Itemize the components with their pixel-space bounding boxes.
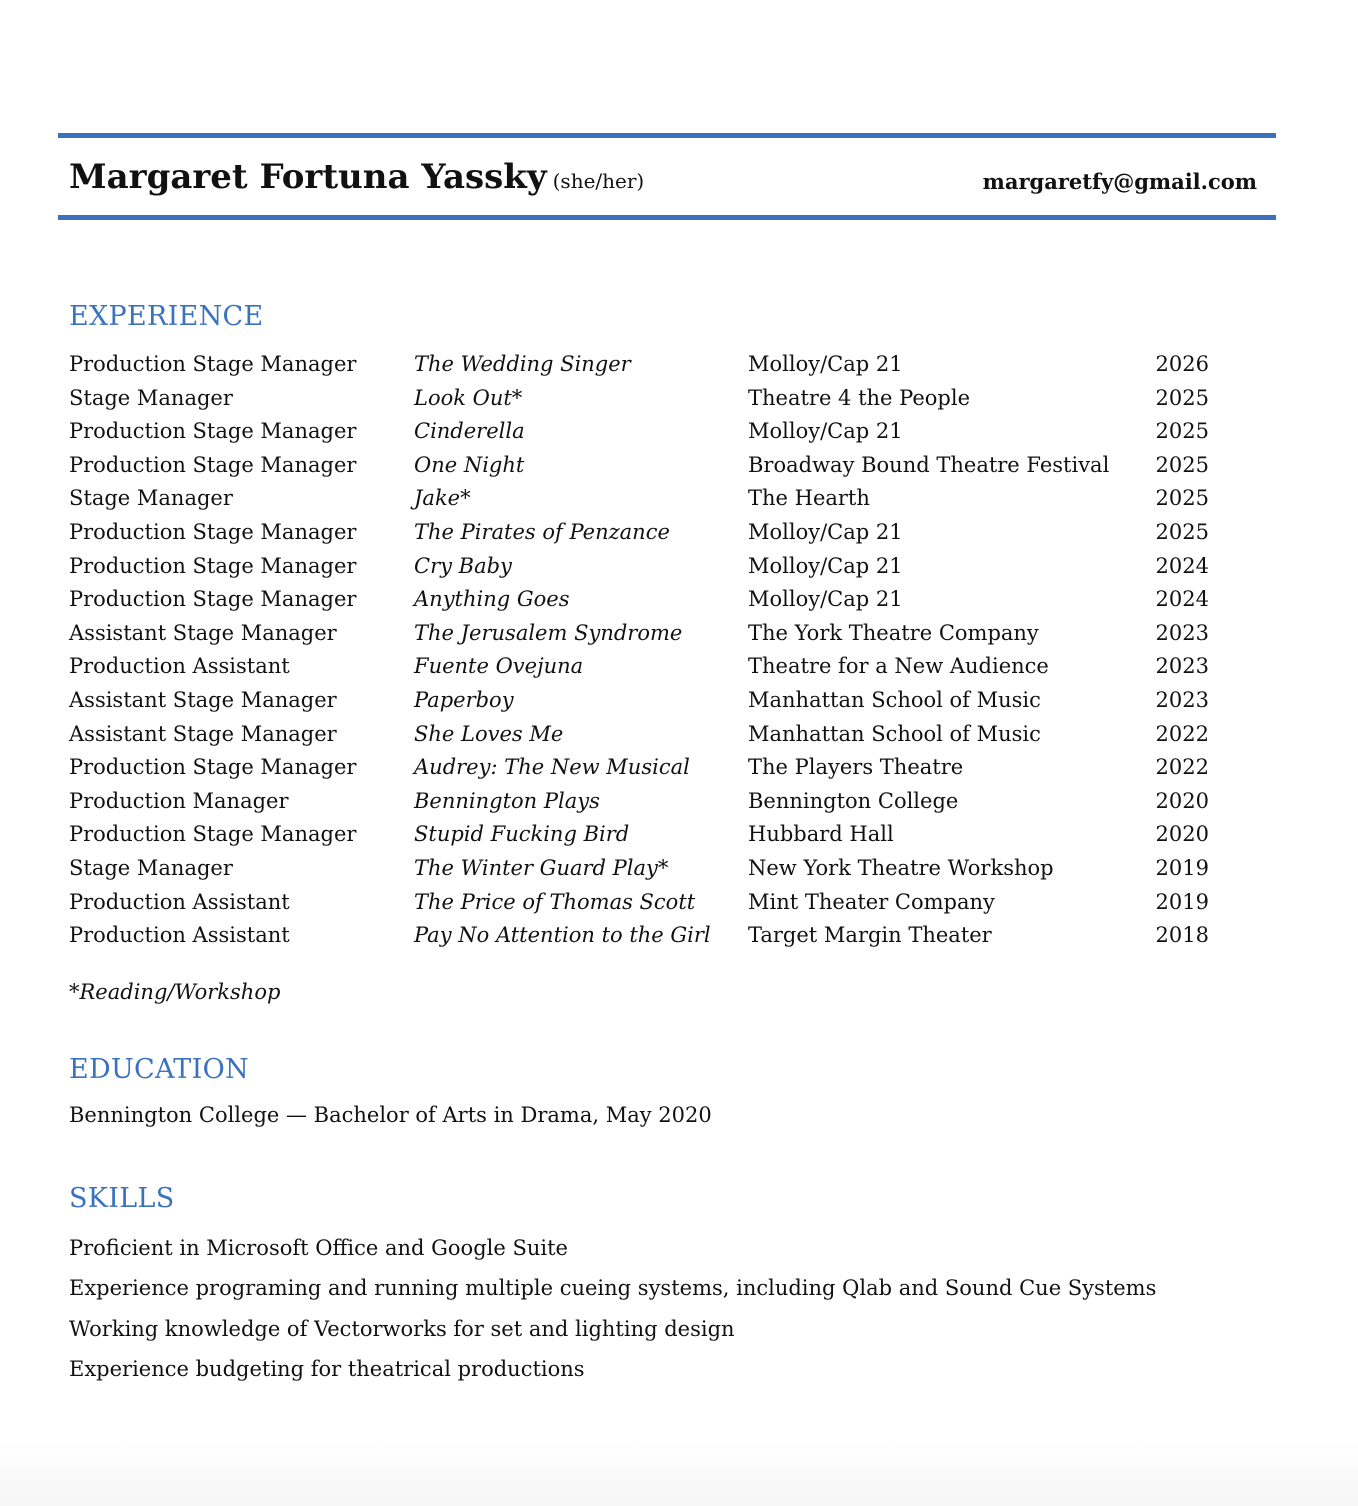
skill-item: Experience budgeting for theatrical productions <box>69 1356 585 1381</box>
experience-year: 2025 <box>1155 519 1209 544</box>
experience-year: 2025 <box>1155 419 1209 444</box>
experience-year: 2024 <box>1155 587 1209 612</box>
experience-year: 2020 <box>1155 788 1209 813</box>
experience-show-title: Stupid Fucking Bird <box>414 822 630 847</box>
experience-venue: New York Theatre Workshop <box>748 855 1054 880</box>
header-bottom-rule <box>58 215 1276 220</box>
experience-show-title: Jake* <box>414 486 471 511</box>
experience-show-title: One Night <box>414 452 525 477</box>
experience-row <box>69 818 1229 852</box>
full-name: Margaret Fortuna Yassky <box>69 157 547 197</box>
experience-role: Production Stage Manager <box>69 419 357 444</box>
experience-row <box>69 348 1229 382</box>
experience-year: 2026 <box>1155 352 1209 376</box>
experience-role: Assistant Stage Manager <box>69 687 337 712</box>
experience-row <box>69 583 1229 617</box>
skill-item: Experience programing and running multiple cueing systems, including Qlab and Sound Cue Systems <box>69 1276 1157 1301</box>
experience-role: Production Assistant <box>69 889 290 914</box>
experience-role: Production Stage Manager <box>69 452 357 477</box>
experience-row <box>69 684 1229 718</box>
experience-row <box>69 516 1229 550</box>
experience-venue: The Hearth <box>748 486 870 511</box>
experience-venue: Bennington College <box>748 788 959 813</box>
education-entry: Bennington College — Bachelor of Arts in Drama, May 2020 <box>69 1103 712 1127</box>
experience-role: Production Stage Manager <box>69 553 357 578</box>
experience-year: 2025 <box>1155 452 1209 477</box>
experience-year: 2022 <box>1155 721 1209 746</box>
experience-role: Production Stage Manager <box>69 587 357 612</box>
experience-row <box>69 617 1229 651</box>
experience-show-title: Cry Baby <box>414 553 512 578</box>
experience-role: Stage Manager <box>69 486 233 511</box>
experience-venue: Molloy/Cap 21 <box>748 419 903 444</box>
pronouns: (she/her) <box>552 169 645 193</box>
experience-role: Production Stage Manager <box>69 352 357 376</box>
experience-venue: The Players Theatre <box>748 755 964 780</box>
experience-year: 2024 <box>1155 553 1209 578</box>
experience-venue: Theatre 4 the People <box>748 385 971 410</box>
experience-venue: Molloy/Cap 21 <box>748 587 903 612</box>
experience-year: 2025 <box>1155 486 1209 511</box>
experience-show-title: The Jerusalem Syndrome <box>414 620 683 645</box>
experience-show-title: The Winter Guard Play* <box>414 855 669 880</box>
experience-show-title: She Loves Me <box>414 721 564 746</box>
experience-row <box>69 382 1229 416</box>
experience-venue: Manhattan School of Music <box>748 721 1041 746</box>
experience-role: Production Stage Manager <box>69 755 357 780</box>
experience-year: 2018 <box>1155 923 1209 948</box>
experience-row <box>69 718 1229 752</box>
skills-list <box>69 1228 1156 1389</box>
experience-venue: Mint Theater Company <box>748 889 995 914</box>
experience-year: 2022 <box>1155 755 1209 780</box>
experience-row <box>69 886 1229 920</box>
education-heading: EDUCATION <box>69 1054 249 1085</box>
experience-venue: Molloy/Cap 21 <box>748 352 903 376</box>
experience-show-title: Paperboy <box>414 687 514 712</box>
experience-show-title: Look Out* <box>414 385 523 410</box>
experience-venue: The York Theatre Company <box>748 620 1039 645</box>
experience-venue: Molloy/Cap 21 <box>748 519 903 544</box>
experience-year: 2020 <box>1155 822 1209 847</box>
header-name <box>69 154 644 204</box>
experience-venue: Theatre for a New Audience <box>748 654 1049 679</box>
experience-venue: Molloy/Cap 21 <box>748 553 903 578</box>
skill-item: Working knowledge of Vectorworks for set and lighting design <box>69 1316 735 1341</box>
experience-show-title: Anything Goes <box>414 587 570 612</box>
experience-row <box>69 919 1229 953</box>
experience-venue: Hubbard Hall <box>748 822 894 847</box>
experience-row <box>69 650 1229 684</box>
experience-role: Production Stage Manager <box>69 822 357 847</box>
experience-year: 2019 <box>1155 889 1209 914</box>
experience-heading: EXPERIENCE <box>69 301 264 332</box>
experience-venue: Target Margin Theater <box>748 923 992 948</box>
experience-year: 2019 <box>1155 855 1209 880</box>
experience-role: Assistant Stage Manager <box>69 721 337 746</box>
experience-row <box>69 449 1229 483</box>
header-top-rule <box>58 133 1276 138</box>
experience-role: Production Assistant <box>69 654 290 679</box>
experience-role: Stage Manager <box>69 855 233 880</box>
email-address: margaretfy@gmail.com <box>982 169 1257 194</box>
experience-row <box>69 751 1229 785</box>
experience-venue: Manhattan School of Music <box>748 687 1041 712</box>
experience-show-title: The Wedding Singer <box>414 352 631 376</box>
experience-role: Production Stage Manager <box>69 519 357 544</box>
experience-show-title: The Price of Thomas Scott <box>414 889 696 914</box>
experience-row <box>69 785 1229 819</box>
experience-show-title: Fuente Ovejuna <box>414 654 584 679</box>
experience-show-title: Audrey: The New Musical <box>414 755 690 780</box>
experience-year: 2023 <box>1155 620 1209 645</box>
experience-role: Production Manager <box>69 788 289 813</box>
experience-show-title: The Pirates of Penzance <box>414 519 670 544</box>
experience-year: 2023 <box>1155 654 1209 679</box>
experience-role: Production Assistant <box>69 923 290 948</box>
experience-show-title: Pay No Attention to the Girl <box>414 923 711 948</box>
experience-row <box>69 482 1229 516</box>
experience-show-title: Cinderella <box>414 419 525 444</box>
skill-item: Proficient in Microsoft Office and Google Suite <box>69 1236 568 1260</box>
experience-venue: Broadway Bound Theatre Festival <box>748 452 1110 477</box>
experience-role: Assistant Stage Manager <box>69 620 337 645</box>
experience-year: 2023 <box>1155 687 1209 712</box>
experience-table <box>69 348 1229 953</box>
skills-heading: SKILLS <box>69 1183 175 1214</box>
experience-role: Stage Manager <box>69 385 233 410</box>
experience-row <box>69 415 1229 449</box>
experience-show-title: Bennington Plays <box>414 788 600 813</box>
experience-row <box>69 852 1229 886</box>
experience-row <box>69 550 1229 584</box>
experience-footnote: *Reading/Workshop <box>69 980 281 1004</box>
experience-year: 2025 <box>1155 385 1209 410</box>
